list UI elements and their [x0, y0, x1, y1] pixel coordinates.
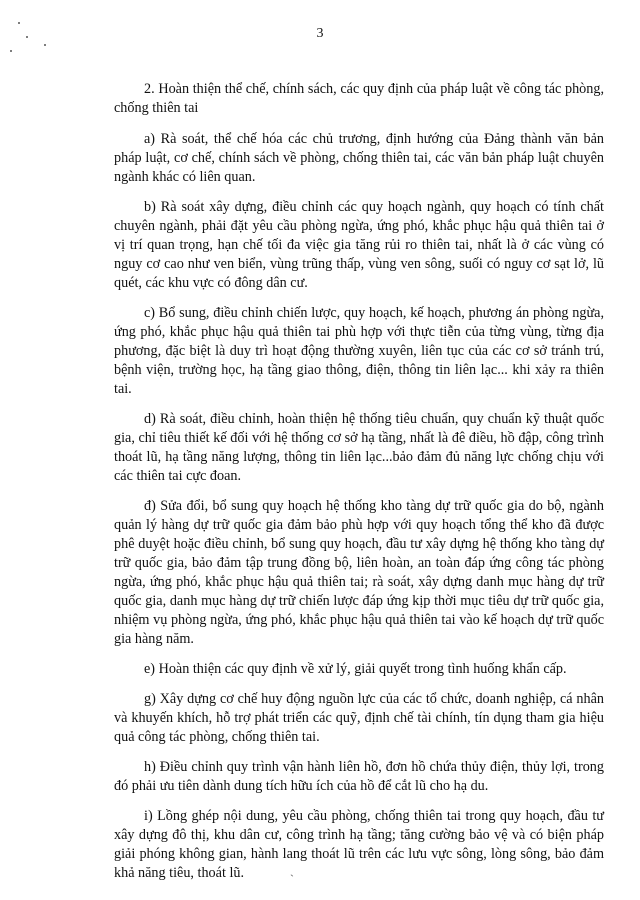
scan-speck: [18, 22, 20, 24]
list-item: đ) Sửa đổi, bổ sung quy hoạch hệ thống kho tàng dự trữ quốc gia do bộ, ngành quản lý hàng dự trữ quốc gia đảm bảo phù hợp với quy hoạch tổng thể kho đã được phê duyệt hoặc điều chỉnh, bổ sung quy hoạch, đầu tư xây dựng hệ thống kho tàng dự trữ quốc gia, bảo đảm tập trung đồng bộ, liên hoàn, an toàn đáp ứng công tác phòng ngừa, ứng phó, khắc phục hậu quả thiên tai; rà soát, xây dựng danh mục hàng dự trữ quốc gia, danh mục hàng dự trữ chiến lược đáp ứng kịp thời mục tiêu dự trữ quốc gia, nhiệm vụ phòng ngừa, ứng phó, khắc phục hậu quả thiên tai vào kế hoạch dự trữ quốc gia hàng năm.: [114, 498, 604, 647]
list-item: d) Rà soát, điều chỉnh, hoàn thiện hệ thống tiêu chuẩn, quy chuẩn kỹ thuật quốc gia, chỉ tiêu thiết kế đối với hệ thống cơ sở hạ tầng, nhất là đê điều, hồ đập, công trình thoát lũ, hạ tầng năng lượng, thông tin liên lạc...bảo đảm đủ năng lực chống chịu với các thiên tai cực đoan.: [114, 411, 604, 484]
list-item: h) Điều chỉnh quy trình vận hành liên hồ, đơn hồ chứa thủy điện, thủy lợi, trong đó phải ưu tiên dành dung tích hữu ích của hồ để cắt lũ cho hạ du.: [114, 759, 604, 794]
section-heading: 2. Hoàn thiện thể chế, chính sách, các quy định của pháp luật về công tác phòng, chống thiên tai: [114, 81, 604, 116]
scan-speck: [44, 44, 46, 46]
scan-mark: ˋ: [290, 872, 294, 886]
list-item: c) Bổ sung, điều chỉnh chiến lược, quy hoạch, kế hoạch, phương án phòng ngừa, ứng phó, khắc phục hậu quả thiên tai phù hợp với thực tiễn của từng vùng, từng địa phương, đặc biệt là duy trì hoạt động thường xuyên, liên tục của các cơ sở tránh trú, bệnh viện, trường học, hạ tầng giao thông, điện, thông tin liên lạc... khi xảy ra thiên tai.: [114, 305, 604, 397]
scan-speck: [10, 50, 12, 52]
list-item: i) Lồng ghép nội dung, yêu cầu phòng, chống thiên tai trong quy hoạch, đầu tư xây dựng đô thị, khu dân cư, công trình hạ tầng; tăng cường bảo vệ và có biện pháp giải phóng không gian, hành lang thoát lũ trên các lưu vực sông, lòng sông, bảo đảm khả năng tiêu, thoát lũ.: [114, 808, 604, 881]
document-body: [114, 80, 604, 894]
scan-speck: [26, 36, 28, 38]
list-item: b) Rà soát xây dựng, điều chỉnh các quy hoạch ngành, quy hoạch có tính chất chuyên ngành, phải đặt yêu cầu phòng ngừa, ứng phó, khắc phục hậu quả thiên tai ở vị trí quan trọng, hạn chế tối đa việc gia tăng rủi ro thiên tai, nhất là ở các vùng có nguy cơ cao như ven biển, vùng trũng thấp, vùng ven sông, suối có nguy cơ sạt lở, lũ quét, các khu vực có đông dân cư.: [114, 199, 604, 291]
list-item: g) Xây dựng cơ chế huy động nguồn lực của các tổ chức, doanh nghiệp, cá nhân và khuyến khích, hỗ trợ phát triển các quỹ, định chế tài chính, tín dụng tham gia hiệu quả công tác phòng, chống thiên tai.: [114, 691, 604, 745]
list-item: e) Hoàn thiện các quy định về xử lý, giải quyết trong tình huống khẩn cấp.: [144, 661, 567, 677]
list-item: a) Rà soát, thể chế hóa các chủ trương, định hướng của Đảng thành văn bản pháp luật, cơ chế, chính sách về phòng, chống thiên tai, các văn bản pháp luật chuyên ngành khác có liên quan.: [114, 131, 604, 185]
page-number: 3: [316, 26, 324, 41]
